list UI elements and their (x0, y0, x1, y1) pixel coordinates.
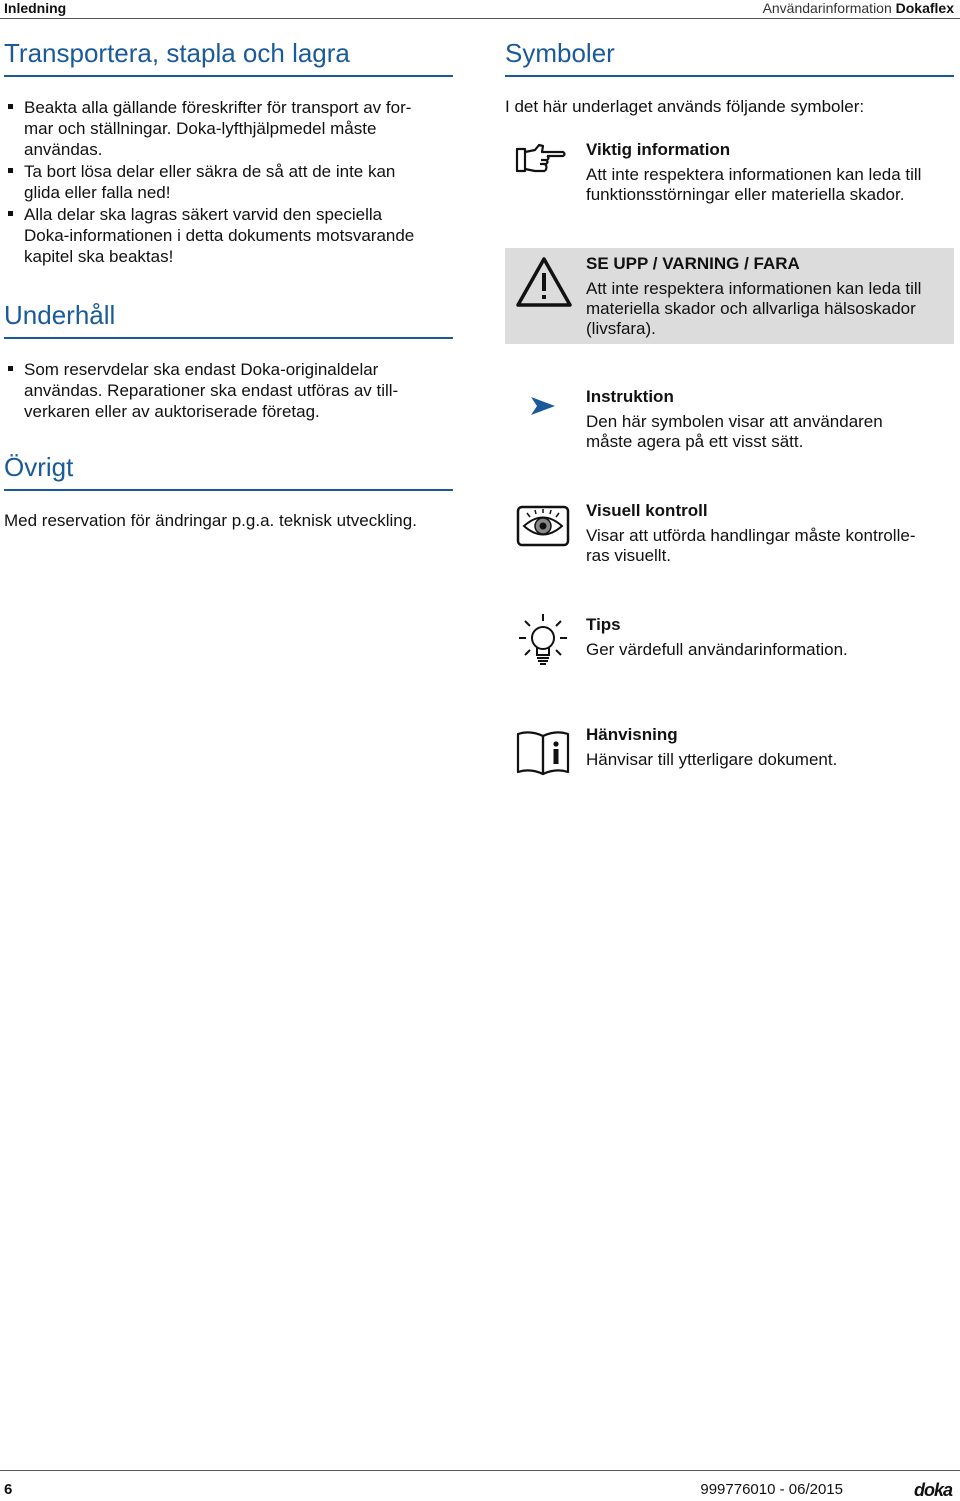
symbol-title: Instruktion (586, 387, 674, 406)
heading-rule (505, 75, 954, 77)
symbol-title: Tips (586, 615, 621, 634)
page-number: 6 (4, 1481, 13, 1498)
product-name: Dokaflex (895, 0, 954, 16)
symbol-description: Den här symbolen visar att användaren måste agera på ett visst sätt. (586, 412, 883, 451)
symbol-description: Hänvisar till ytterligare dokument. (586, 750, 838, 769)
symbol-title: Hänvisning (586, 725, 678, 744)
symbol-description: Att inte respektera informationen kan leda till materiella skador och allvarliga hälsoskador (livsfara). (586, 279, 922, 338)
heading-maintenance: Underhåll (4, 300, 116, 330)
heading-rule (4, 75, 453, 77)
heading-rule (4, 337, 453, 339)
list-item: Beakta alla gällande föreskrifter för transport av for- mar och ställningar. Doka-lyfthjälpmedel måste användas. (4, 97, 464, 160)
warning-triangle-icon (515, 256, 573, 308)
header-divider (0, 18, 960, 19)
symbol-description: Ger värdefull användarinformation. (586, 640, 848, 659)
document-header (763, 0, 954, 16)
heading-rule (4, 489, 453, 491)
pointing-hand-icon (515, 143, 567, 177)
symbol-description: Visar att utförda handlingar måste kontrolle- ras visuellt. (586, 526, 916, 565)
section-header: Inledning (4, 0, 67, 16)
list-item: Alla delar ska lagras säkert varvid den speciella Doka-informationen i detta dokuments motsvarande kapitel ska beaktas! (4, 204, 464, 267)
eye-icon (516, 505, 570, 547)
list-item: Som reservdelar ska endast Doka-originaldelar användas. Reparationer ska endast utföras av till- verkaren eller av auktoriserade företag. (4, 359, 464, 422)
document-code: 999776010 - 06/2015 (700, 1481, 843, 1498)
list-item: Ta bort lösa delar eller säkra de så att de inte kan glida eller falla ned! (4, 161, 464, 203)
doc-type: Användarinformation (762, 0, 892, 16)
footer-divider (0, 1470, 960, 1471)
arrow-right-icon (530, 396, 556, 416)
symbol-description: Att inte respektera informationen kan leda till funktionsstörningar eller materiella skador. (586, 165, 922, 204)
transport-list (4, 97, 464, 268)
symbols-intro: I det här underlaget används följande symboler: (505, 97, 865, 116)
symbol-title: Visuell kontroll (586, 501, 708, 520)
maintenance-list (4, 359, 464, 423)
other-text: Med reservation för ändringar p.g.a. teknisk utveckling. (4, 511, 417, 530)
book-info-icon (515, 728, 571, 776)
heading-transport: Transportera, stapla och lagra (4, 38, 350, 68)
lightbulb-icon (516, 612, 570, 672)
symbol-title: Viktig information (586, 140, 731, 159)
heading-other: Övrigt (4, 452, 74, 482)
heading-symbols: Symboler (505, 38, 615, 68)
doka-logo: doka (913, 1480, 952, 1500)
symbol-title: SE UPP / VARNING / FARA (586, 254, 800, 273)
